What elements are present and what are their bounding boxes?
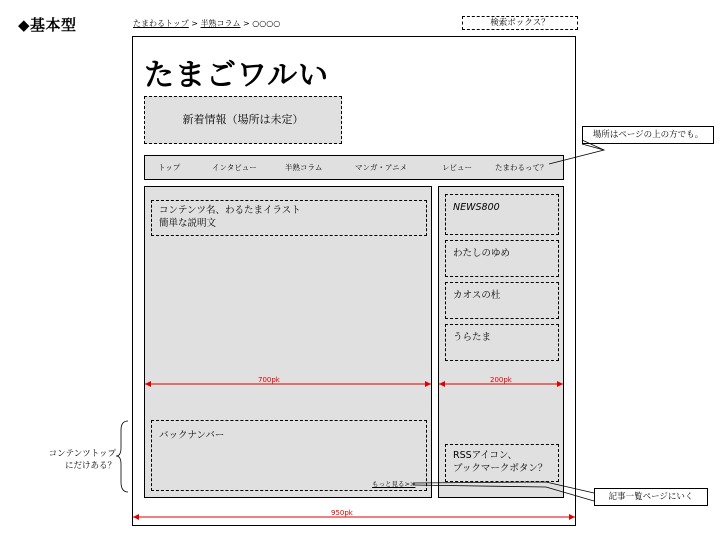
rss-line: RSSアイコン、 (453, 450, 518, 461)
content-title: コンテンツ名、わるたまイラスト (159, 205, 301, 216)
nav-item-interview[interactable]: インタビュー (212, 163, 257, 172)
nav-item-review[interactable]: レビュー (442, 163, 472, 172)
nav-item-top[interactable]: トップ (158, 163, 181, 172)
bookmark-line: ブックマークボタン？ (453, 463, 548, 474)
search-box-placeholder[interactable]: 検索ボックス？ (462, 16, 578, 30)
news-box: 新着情報（場所は未定） (144, 96, 342, 144)
note-line: コンテンツトップ (48, 449, 116, 459)
note-line: にだけある？ (64, 461, 116, 471)
side-width-label: 200pk (490, 376, 512, 384)
list-note-pointer (413, 482, 594, 501)
breadcrumb-home-link[interactable]: たまわるトップ (133, 19, 189, 28)
nav-position-note: 場所はページの上の方でも。 (582, 126, 714, 144)
nav-note-pointer (549, 140, 604, 164)
nav-item-column[interactable]: 半熟コラム (285, 163, 323, 172)
back-number-label: バックナンバー (159, 430, 225, 441)
breadcrumb-section-link[interactable]: 半熟コラム (200, 19, 241, 28)
content-description: 簡単な説明文 (159, 218, 217, 229)
sidebar-item-label: わたしのゆめ (453, 248, 511, 259)
total-width-label: 950pk (331, 509, 353, 517)
breadcrumb-current: ○○○○ (252, 19, 281, 28)
main-width-label: 700pk (258, 376, 280, 384)
nav-item-manga-anime[interactable]: マンガ・アニメ (355, 163, 408, 172)
more-link[interactable]: もっと見る>> (372, 480, 416, 488)
sidebar-item-label: カオスの杜 (453, 290, 501, 301)
page-heading: ◆基本型 (18, 16, 77, 34)
sidebar-item-label: うらたま (453, 332, 492, 343)
curly-brace (116, 421, 128, 492)
sidebar-item-label: NEWS800 (453, 202, 500, 213)
nav-item-about[interactable]: たまわるって？ (495, 163, 548, 172)
site-logo[interactable]: たまごワルい (144, 58, 330, 93)
article-list-note: 記事一覧ページにいく (594, 488, 708, 506)
breadcrumb-separator: > (240, 19, 253, 28)
breadcrumb-separator: > (188, 19, 201, 28)
